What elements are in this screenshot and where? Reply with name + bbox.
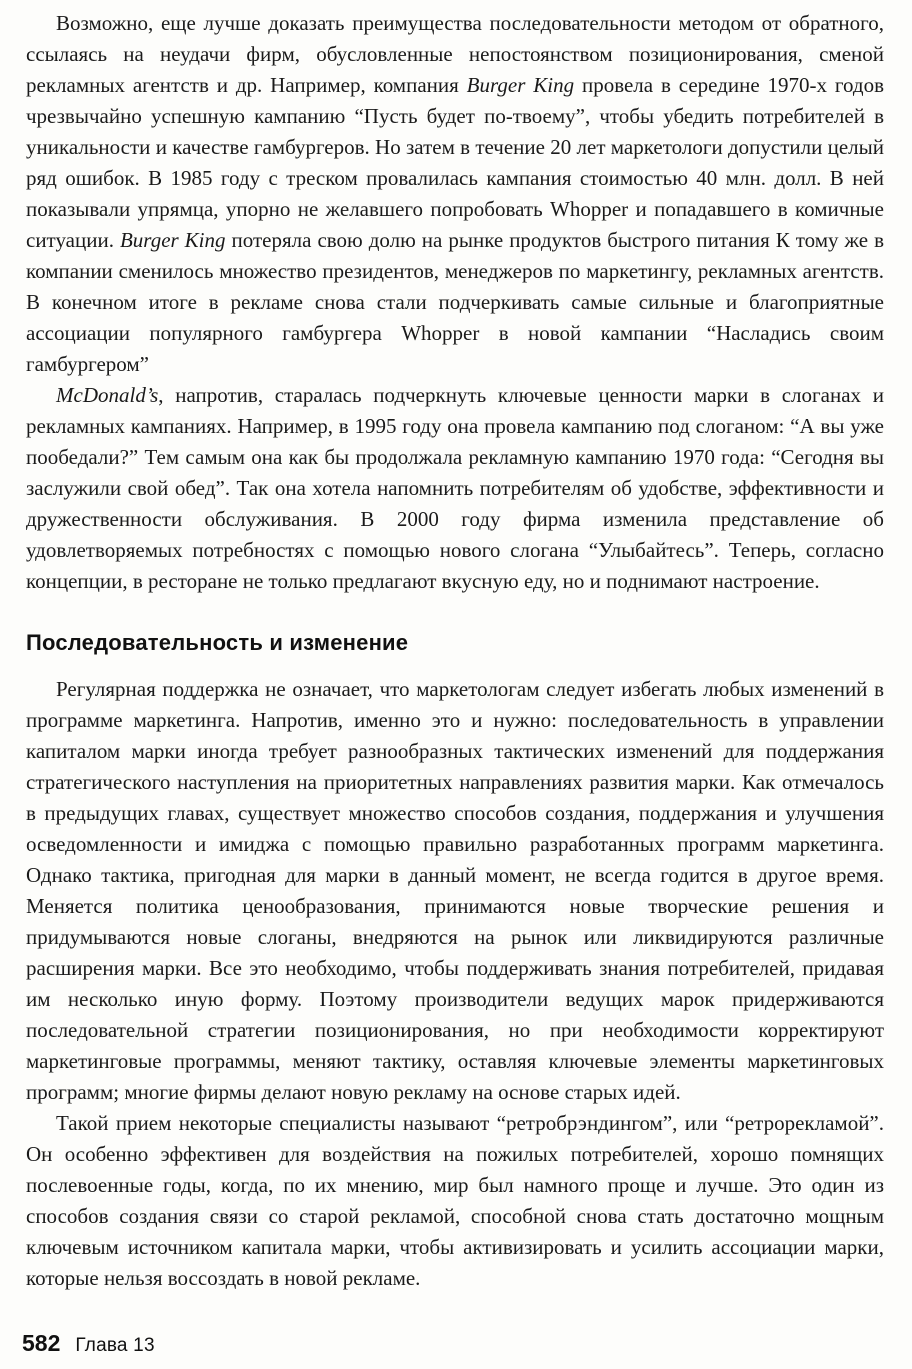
intro-section bbox=[26, 8, 884, 597]
paragraph-mcdonalds bbox=[26, 380, 884, 597]
paragraph-regular-support bbox=[26, 674, 884, 1108]
page-number: 582 bbox=[22, 1330, 61, 1356]
body-section bbox=[26, 674, 884, 1294]
text-run: , напротив, старалась подчеркнуть ключевые ценности марки в слоганах и рекламных кампаниях. Например, в 1995 году она провела кампанию под слоганом: “А вы уже пообедали?” Тем самым она как бы продолжала рекламную кампанию 1970 года: “Сегодня вы заслужили свой обед”. Так она хотела напомнить потребителям об удобстве, эффективности и дружественности обслуживания. В 2000 году фирма изменила представление об удовлетворяемых потребностях с помощью нового слогана “Улыбайтесь”. Теперь, согласно концепции, в ресторане не только предлагают вкусную еду, но и поднимают настроение. bbox=[26, 383, 884, 593]
text-run: Возможно, еще лучше доказать преимущества последовательности методом от обратного, ссылаясь на неудачи фирм, обусловленные непостоянством позиционирования, сменой рекламных агентств и др. Например, компания bbox=[26, 11, 884, 97]
brand-name-italic: McDonald’s bbox=[56, 383, 159, 407]
section-heading: Последовательность и изменение bbox=[26, 630, 409, 655]
text-run: Регулярная поддержка не означает, что маркетологам следует избегать любых изменений в программе маркетинга. Напротив, именно это и нужно: последовательность в управлении капиталом марки иногда требует разнообразных тактических изменений для поддержания стратегического наступления на приоритетных направлениях развития марки. Как отмечалось в предыдущих главах, существует множество способов создания, поддержания и улучшения осведомленности и имиджа с помощью правильно разработанных программ маркетинга. Однако тактика, пригодная для марки в данный момент, не всегда годится в другое время. Меняется политика ценообразования, принимаются новые творческие решения и придумываются новые слоганы, внедряются на рынок или ликвидируются различные расширения марки. Все это необходимо, чтобы поддерживать знания потребителей, придавая им несколько иную форму. Поэтому производители ведущих марок придерживаются последовательной стратегии позиционирования, но при необходимости корректируют маркетинговые программы, меняют тактику, оставляя ключевые элементы маркетинговых программ; многие фирмы делают новую рекламу на основе старых идей. bbox=[26, 677, 884, 1104]
chapter-label: Глава 13 bbox=[75, 1335, 155, 1356]
brand-name-italic: Burger King bbox=[119, 228, 226, 252]
text-run: потеряла свою долю на рынке продуктов быстрого питания К тому же в компании сменилось множество президентов, менеджеров по маркетингу, рекламных агентств. В конечном итоге в рекламе снова стали подчеркивать самые сильные и благоприятные ассоциации популярного гамбургера Whopper в новой кампании “Насладись своим гамбургером” bbox=[26, 228, 885, 376]
text-run: Такой прием некоторые специалисты называют “ретробрэндингом”, или “ретрорекламой”. Он особенно эффективен для воздействия на пожилых потребителей, хорошо помнящих послевоенные годы, когда, по их мнению, мир был намного проще и лучше. Это один из способов создания связи со старой рекламой, способной снова стать достаточно мощным ключевым источником капитала марки, чтобы активизировать и усилить ассоциации марки, которые нельзя воссоздать в новой рекламе. bbox=[26, 1111, 884, 1290]
brand-name-italic: Burger King bbox=[466, 73, 575, 97]
page-footer bbox=[22, 1328, 155, 1361]
paragraph-retrobranding bbox=[26, 1108, 884, 1294]
text-run: провела в середине 1970-х годов чрезвычайно успешную кампанию “Пусть будет по-твоему”, чтобы убедить потребителей в уникальности и качестве гамбургеров. Но затем в течение 20 лет маркетологи допустили целый ряд ошибок. В 1985 году с треском провалилась кампания стоимостью 40 млн. долл. В ней показывали упрямца, упорно не желавшего попробовать Whopper и попадавшего в комичные ситуации. bbox=[26, 73, 884, 252]
paragraph-burger-king bbox=[26, 8, 884, 380]
